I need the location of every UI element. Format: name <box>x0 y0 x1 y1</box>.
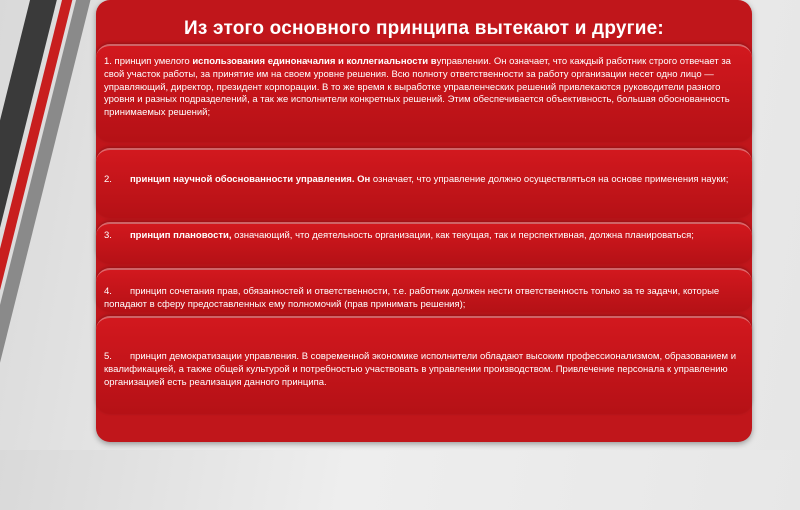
slide-title: Из этого основного принципа вытекают и другие: <box>184 18 664 39</box>
principle-2-number: 2. <box>104 174 112 185</box>
principle-block-2 <box>96 148 752 218</box>
principle-5-number: 5. <box>104 351 112 362</box>
principle-2-bold: принцип научной обоснованности управления. Он <box>129 174 371 185</box>
principle-block-1 <box>96 44 752 142</box>
principle-3-bold: принцип плановости, <box>129 230 232 241</box>
principle-1-text: управлении. Он означает, что каждый работник строго отвечает за свой участок работы, за принятие им на своем уровне решения. Всю полноту ответственности за работу организации несет одно лицо — управляющий, директор, президент корпорации. В то же время к выработке управленческих решений привлекаются руководители разного уровня и разных подразделений, а так же исполнители конкретных решений. Этим обеспечивается объективность, большая обоснованность принимаемых решений; <box>104 56 731 119</box>
principle-3-number: 3. <box>104 230 112 241</box>
principle-block-5 <box>96 316 752 414</box>
principle-5-text: принцип демократизации управления. В современной экономике исполнители обладают высоким профессионализмом, образованием и квалификацией, а также общей культурой и потребностью участвовать в управлении производством. Привлечение персонала к управлению организацией есть реализация данного принципа. <box>104 351 736 388</box>
principle-1-bold: использования единоначалия и коллегиальности в <box>192 56 437 67</box>
principle-block-3 <box>96 222 752 264</box>
principle-2-text: означает, что управление должно осуществляться на основе применения науки; <box>370 174 729 185</box>
principle-4-number: 4. <box>104 286 112 297</box>
principle-1-prefix: 1. принцип умелого <box>104 56 193 67</box>
principle-3-text: означающий, что деятельность организации, как текущая, так и перспективная, должна планироваться; <box>231 230 694 241</box>
principle-4-text: принцип сочетания прав, обязанностей и ответственности, т.е. работник должен нести ответственность только за те задачи, которые попадают в сферу предоставленных ему полномочий (прав принимать решения); <box>104 286 720 310</box>
principle-block-4 <box>96 268 752 312</box>
decorative-stripe-dark <box>0 0 65 510</box>
